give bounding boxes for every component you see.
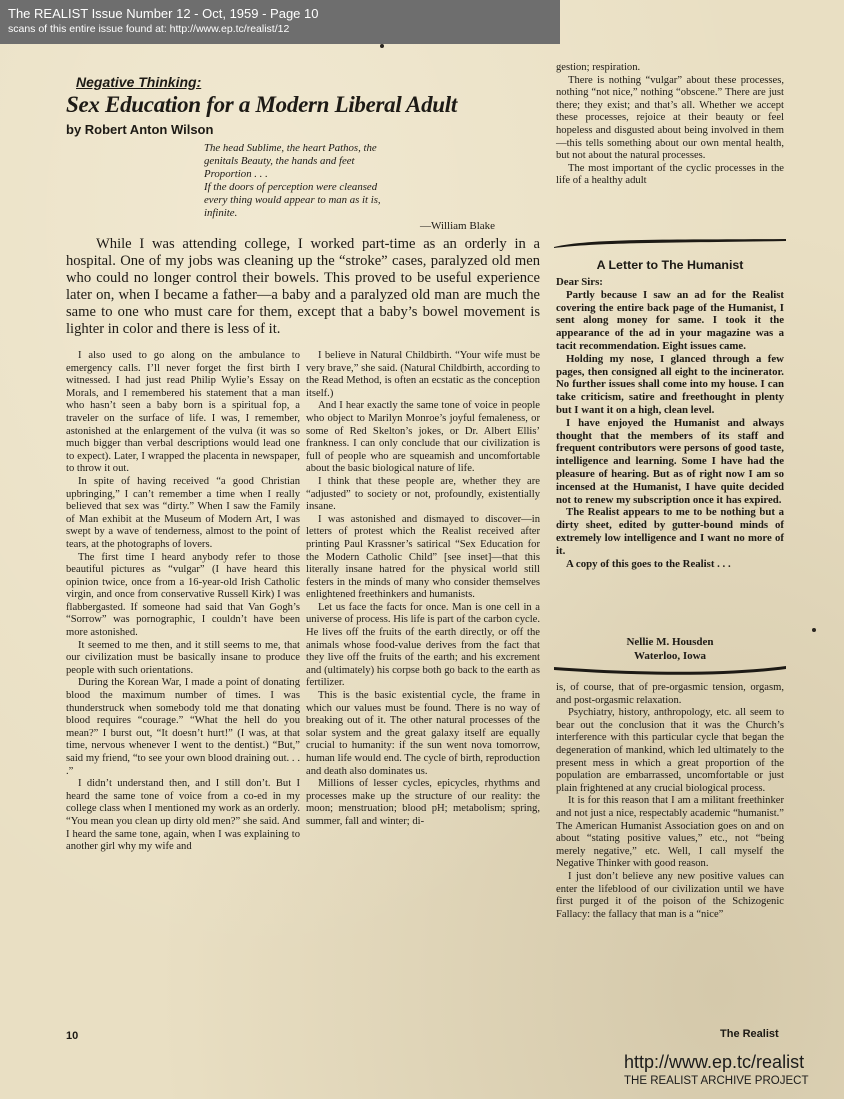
letter-paragraph: Holding my nose, I glanced through a few pages, then consigned all eight to the incinerator. No further issues shall come into my house. I can take criticism, satire and freethought in plenty but I want it on a high, clean level. [556,352,784,416]
paragraph: And I hear exactly the same tone of voice in people who object to Marilyn Monroe’s joyful femaleness, or some of Red Skelton’s jokes, or Dr. Albert Ellis’ frankness. I can only conclude that our civilization is full of people who are squeamish and uncomfortable about the basic biological nature of life. [306,400,540,475]
letter-signature-place: Waterloo, Iowa [633,650,707,662]
paragraph: It seemed to me then, and it still seems to me, that our civilization must be basically insane to produce people with such orientations. [66,639,300,676]
paragraph: During the Korean War, I made a point of donating blood the maximum number of times. I was thunderstruck when somebody told me that donating blood requires “courage.” “What the hell do you mean?” I burst out, “It doesn’t hurt!” (I was, at that time, nervous whenever I went to the dentist.) “But,” said my friend, “to see your own blood draining out. . . .” [66,677,300,777]
print-speck [380,44,384,48]
lead-text: While I was attending college, I worked part-time as an orderly in a hospital. One of my jobs was cleaning up the “stroke” cases, paralyzed old men who could no longer control their bowels. This proved to be useful experience later on, when I became a father—a baby and a paralyzed old man are much the same to one who must care for them, except that a baby’s bowel movement is lighter in color and there is less of it. [66,236,540,337]
epigraph-line: The head Sublime, the heart Pathos, the [204,142,377,154]
paragraph: Let us face the facts for once. Man is one cell in a universe of process. His life is part of the carbon cycle. He lives off the fruits of the earth directly, or off the animals whose food-value derives from the fact that they live off the fruits of the earth; and his excrement and (ultimately) his corpse both go back to the earth as fertilizer. [306,601,540,689]
letter-paragraph: I have enjoyed the Humanist and always thought that the members of its staff and frequent contributors were persons of good taste, intelligence and learning. Some I have had the pleasure of hearing. But as of right now I am so incensed at the Humanist, I have quite decided not to renew my subscription once it has expired. [556,416,784,506]
article-column-3-bottom [556,682,784,921]
letter-paragraph: The Realist appears to me to be nothing but a dirty sheet, edited by gutter-bound minds of extremely low intelligence and I want no more of it. [556,506,784,557]
article-kicker: Negative Thinking: [76,74,202,90]
banner-source: scans of this entire issue found at: http://www.ep.tc/realist/12 [8,23,290,35]
paragraph: This is the basic existential cycle, the frame in which our values must be found. There is no way of breaking out of it. The other natural processes of the solar system and the great galaxy itself are equally crucial to humanity: if the sun went nova tomorrow, human life would end. The cycle of birth, reproduction and death also dominates us. [306,690,540,777]
banner-title: The REALIST Issue Number 12 - Oct, 1959 - Page 10 [8,6,319,21]
epigraph-line: every thing would appear to man as it is, [204,194,381,206]
letter-paragraph: A copy of this goes to the Realist . . . [566,557,731,570]
print-speck [812,628,816,632]
archive-name: THE REALIST ARCHIVE PROJECT [624,1075,809,1087]
paragraph: I didn’t understand then, and I still don’t. But I heard the same tone of voice from a co-ed in my college class when I mentioned my work as an orderly. “You mean you clean up dirty old men?” she said. And I heard the same tone, again, when I was explaining to another girl why my wife and [66,778,300,853]
letter-salutation: Dear Sirs: [556,276,603,288]
letter-inset [552,236,788,672]
letter-signature-name: Nellie M. Housden [626,636,714,648]
epigraph-line: Proportion . . . [204,168,268,180]
scan-banner [0,0,560,44]
paragraph: Psychiatry, history, anthropology, etc. all seem to bear out the conclusion that it was the Church’s interference with this particular cycle that began the degeneration of mankind, which led ultimately to the present mess in which a great proportion of the population are embarrassed, uncomfortable or just plain frightened at any crucial biological process. [556,707,784,794]
paragraph: is, of course, that of pre-orgasmic tension, orgasm, and post-orgasmic relaxation. [556,682,784,706]
article-byline: by Robert Anton Wilson [66,122,214,137]
paragraph: I just don’t believe any new positive values can enter the lifeblood of our civilization until we have first purged it of the poison of the Schizogenic Fallacy: the fallacy that man is a “nice” [556,870,784,920]
epigraph-attribution: —William Blake [420,220,496,232]
letter-title: A Letter to The Humanist [596,258,744,272]
paragraph: I believe in Natural Childbirth. “Your wife must be very brave,” she said. (Natural Childbirth, according to the Read Method, is often an ecstatic as the conception itself.) [306,350,540,399]
letter-paragraph: Partly because I saw an ad for the Realist covering the entire back page of the Humanist, I sent along money for same. I took it the appearance of the ad in your magazine was a tacit recommendation. Eight issues came. [556,288,784,352]
paragraph: There is nothing “vulgar” about these processes, nothing “not nice,” nothing “obscene.” There are just there; they exist; and that’s all. Whether we accept these processes, rejoice at their beauty or feel hopeless and disgusted about being involved in them—this tells something about our own mental health, but not about the natural processes. [556,74,784,162]
bottom-swoosh-rule [552,664,788,678]
article-column-2 [306,350,540,829]
paragraph: Millions of lesser cycles, epicycles, rhythms and processes make up the structure of our reality: the moon; menstruation; blood pH; metabolism; spring, summer, fall and winter; di- [306,778,540,827]
letter-body [556,276,784,570]
archive-url[interactable]: http://www.ep.tc/realist [624,1052,805,1072]
paragraph: I also used to go along on the ambulance to emergency calls. I’ll never forget the first birth I witnessed. I had just read Philip Wylie’s Essay on Morals, and I remembered his statement that a man who hasn’t seen a baby born is a spiritual fop, a traveler on the surface of life. I was, I remember, astonished at the enlargement of the vulva (it was so much bigger than verbal descriptions would lead one to expect). Later, I wrapped the placenta in newspaper, to throw it out. [66,350,300,475]
article-column-1 [66,350,300,854]
paragraph: The most important of the cyclic processes in the life of a healthy adult [556,162,784,187]
paragraph: gestion; respiration. [556,62,641,73]
epigraph-line: If the doors of perception were cleansed [204,181,378,193]
page-number: 10 [66,1030,79,1042]
paragraph: I was astonished and dismayed to discover—in letters of protest which the Realist received after printing Paul Krassner’s satirical “Sex Education for the Modern Catholic Child” [see inset]—that this literally insane hatred for the physical world still festers in the minds of many who consider themselves enlightened freethinkers and humanists. [306,513,540,601]
article-headline: Sex Education for a Modern Liberal Adult [66,92,457,117]
paragraph: I think that these people are, whether they are “adjusted” to society or not, profoundly, existentially insane. [306,475,540,513]
running-title: The Realist [720,1028,779,1040]
paragraph: In spite of having received “a good Christian upbringing,” I can’t remember a time when I really believed that sex was “dirty.” When I saw the Family of Man exhibit at the Museum of Modern Art, I was swept by a wave of tenderness, almost to the point of tears, at the photographs of lovers. [66,475,300,550]
lead-paragraph [66,236,540,338]
epigraph-line: genitals Beauty, the hands and feet [204,155,355,167]
paragraph: The first time I heard anybody refer to those beautiful pictures as “vulgar” (I have heard this opinion twice, once from a 16-year-old Irish Catholic virgin, and once from conservative Russell Kirk) I was flabbergasted. If someone had said that Van Gogh’s “Sorrow” was pornographic, I couldn’t have been more astonished. [66,551,300,639]
epigraph [204,142,522,220]
paragraph: It is for this reason that I am a militant freethinker and not just a nice, respectably academic “humanist.” The American Humanist Association goes on and on about “stating positive values,” etc., not “being merely negative,” etc. Well, I call myself the Negative Thinker with good reason. [556,795,784,870]
top-swoosh-rule [552,236,788,250]
epigraph-line: infinite. [204,207,238,219]
article-column-3-top [556,62,784,188]
